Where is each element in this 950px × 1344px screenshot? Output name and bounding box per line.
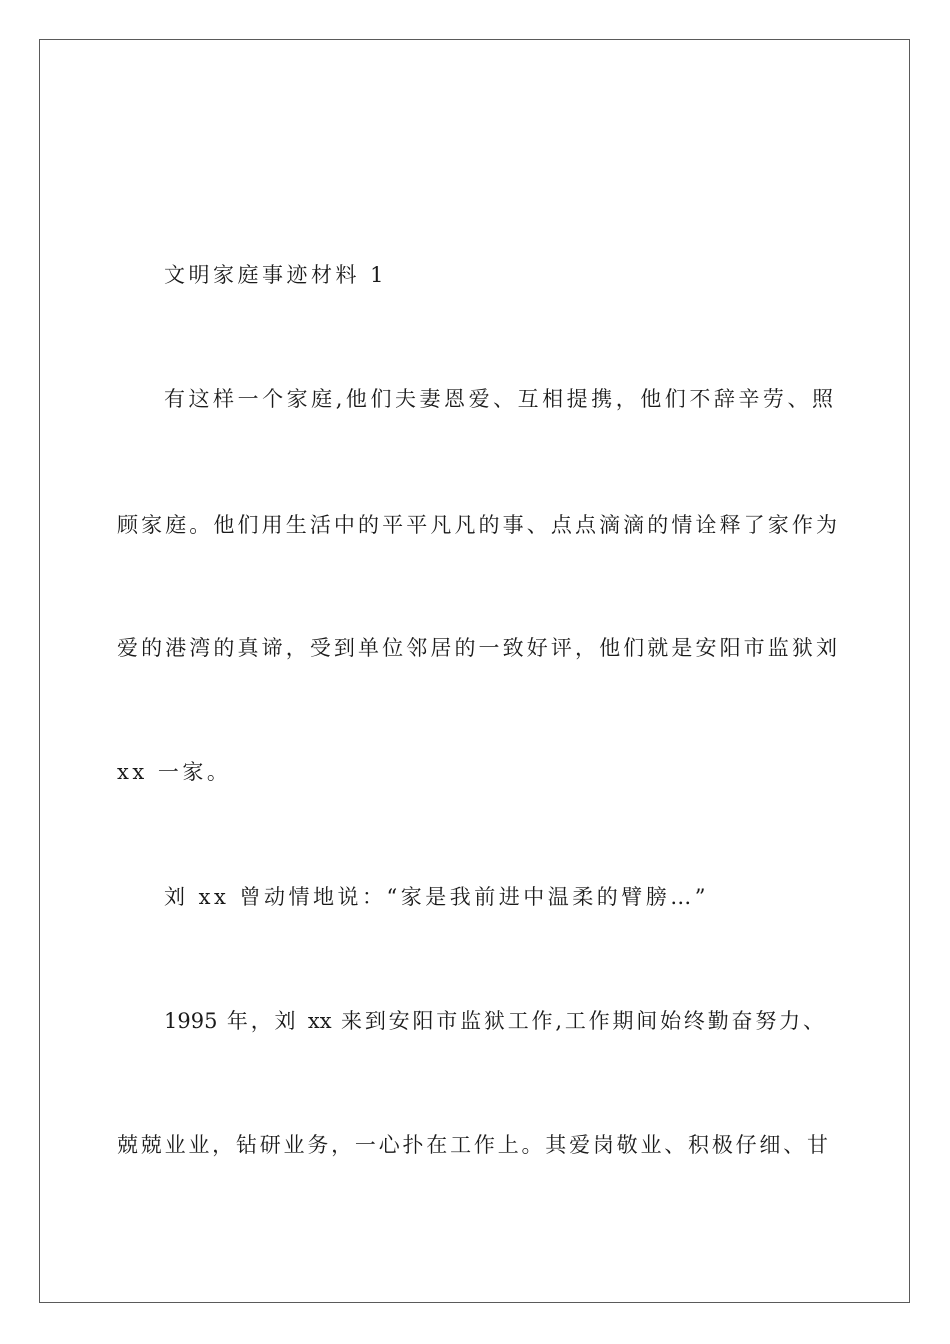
paragraph-3-line-2: 兢兢业业，钻研业务，一心扑在工作上。其爱岗敬业、积极仔细、甘 <box>117 1133 828 1157</box>
paragraph-1-line-1: 有这样一个家庭,他们夫妻恩爱、互相提携，他们不辞辛劳、照 <box>164 387 833 411</box>
document-title: 文明家庭事迹材料 1 <box>164 263 388 287</box>
paragraph-1-line-3: 爱的港湾的真谛，受到单位邻居的一致好评，他们就是安阳市监狱刘 <box>117 636 837 660</box>
page-border <box>39 39 910 1303</box>
paragraph-2: 刘 xx 曾动情地说：“家是我前进中温柔的臂膀…” <box>164 885 710 909</box>
paragraph-3-line-1: 1995 年，刘 xx 来到安阳市监狱工作,工作期间始终勤奋努力、 <box>164 1009 824 1033</box>
paragraph-1-line-4: xx 一家。 <box>117 760 232 784</box>
paragraph-1-line-2: 顾家庭。他们用生活中的平平凡凡的事、点点滴滴的情诠释了家作为 <box>117 513 837 537</box>
